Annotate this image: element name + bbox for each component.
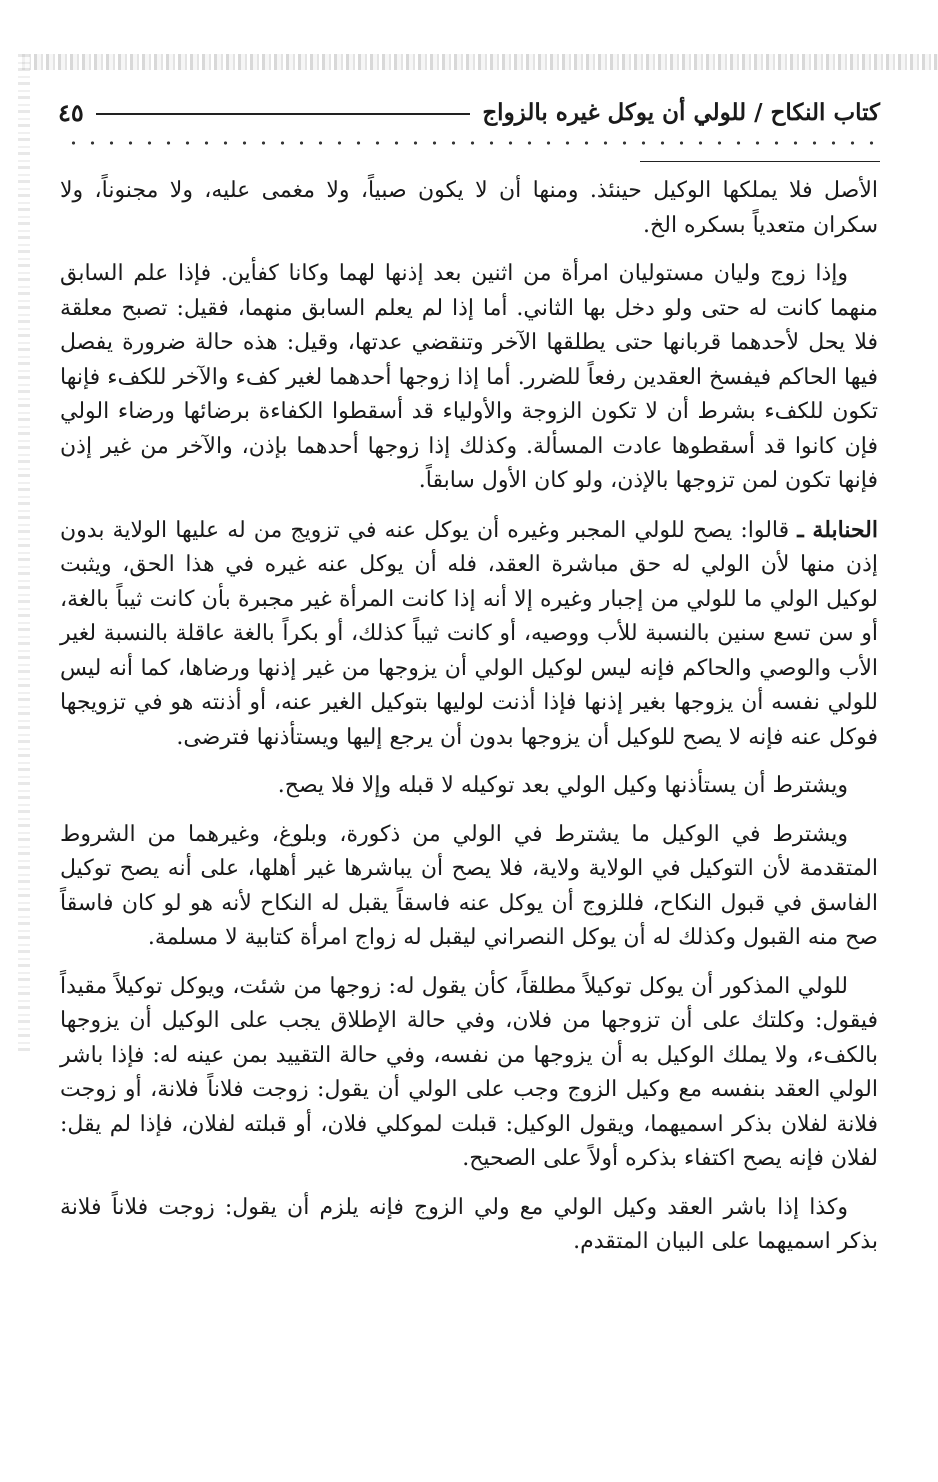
paragraph-2: وإذا زوج وليان مستوليان امرأة من اثنين بعد إذنها لهما وكانا كفأين. فإذا علم السابق منهما كانت له حتى ولو دخل بها الثاني. أما إذا لم يعلم السابق منهما، فقيل: تصبح معلقة فلا يحل لأحدهما قربانها حتى يطلقها الآخر وتنقضي عدتها، وقيل: هذه حالة ضرورة يفصل فيها الحاكم فيفسخ العقدين رفعاً للضرر. أما إذا زوجها أحدهما لغير كفء والآخر للكفء فإنها تكون للكفء بشرط أن لا تكون الزوجة والأولياء قد أسقطوا الكفاءة برضائها ورضاء الولي فإن كانوا قد أسقطوها عادت المسألة. وكذلك إذا زوجها أحدهما بإذن، والآخر من غير إذن فإنها تكون لمن تزوجها بالإذن، ولو كان الأول سابقاً. bbox=[60, 261, 879, 493]
paragraph-5: ويشترط في الوكيل ما يشترط في الولي من ذكورة، وبلوغ، وغيرهما من الشروط المتقدمة لأن التوكيل في الولاية ولاية، فلا يصح أن يباشرها غير أهلها، على أنه يصح توكيل الفاسق في قبول النكاح، فللزوج أن يوكل عنه فاسقاً يقبل له النكاح لأنه هو لو كان فاسقاً صح منه القبول وكذلك له أن يوكل النصراني ليقبل له زواج امرأة كتابية لا مسلمة. bbox=[60, 821, 878, 950]
decorative-border-left bbox=[18, 54, 30, 1054]
paragraph-3: الحنابلة ـ قالوا: يصح للولي المجبر وغيره أن يوكل عنه في تزويج من له عليها الولاية بدون إذن منها لأن الولي له حق مباشرة العقد، فله أن يوكل عنه غيره في هذا الحق، ويثبت لوكيل الولي ما للولي من إجبار وغيره إلا أنه إذا كانت المرأة غير مجبرة بأن كانت ثيباً بالغة، أو سن تسع سنين بالنسبة للأب ووصيه، أو كانت ثيباً كذلك، أو بكراً بالغة عاقلة بالنسبة لغير الأب والوصي والحاكم فإنه ليس لوكيل الولي أن يزوجها من غير إذنها ورضاها، كما أنه ليس للولي نفسه أن يزوجها بغير إذنها فإذا أذنت لوليها بتوكيل الغير عنه، أو أذنته هو في تزويجها فوكل عنه فإنه لا يصح للوكيل أن يزوجها بدون أن يرجع إليها ويستأذنها فترضى. bbox=[60, 516, 878, 750]
paragraph-6: للولي المذكور أن يوكل توكيلاً مطلقاً، كأن يقول له: زوجها من شئت، ويوكل توكيلاً مقيداً فيقول: وكلتك على أن تزوجها من فلان، وفي حالة الإطلاق يجب على الوكيل أن يزوجها بالكفء، ولا يملك الوكيل به أن يزوجها من نفسه، وفي حالة التقييد بمن عينه له: فإذا باشر الولي العقد بنفسه مع وكيل الزوج وجب على الولي أن يقول: زوجت فلاناً فلانة، أو زوجت فلانة لفلان بذكر اسميهما، ويقول الوكيل: قبلت لموكلي فلان، أو قبلته لفلان، فإذا لم يقل: لفلان فإنه يصح اكتفاء بذكره أولاً على الصحيح. bbox=[60, 973, 878, 1171]
header-rule bbox=[96, 113, 471, 115]
school-label-hanabila: الحنابلة ـ bbox=[797, 516, 878, 543]
footnote-rule bbox=[640, 161, 880, 162]
running-title: كتاب النكاح / للولي أن يوكل غيره بالزواج bbox=[482, 98, 880, 126]
page-number: ٤٥ bbox=[58, 97, 84, 127]
paragraph-1: الأصل فلا يملكها الوكيل حينئذ. ومنها أن لا يكون صبياً، ولا مغمى عليه، ولا مجنوناً، ولا سكران متعدياً بسكره الخ. bbox=[60, 178, 878, 238]
paragraph-7: وكذا إذا باشر العقد وكيل الولي مع ولي الزوج فإنه يلزم أن يقول: زوجت فلاناً فلانة بذكر اسميهما على البيان المتقدم. bbox=[60, 1194, 878, 1254]
page-header bbox=[58, 92, 880, 132]
paragraph-4: ويشترط أن يستأذنها وكيل الولي بعد توكيله لا قبله وإلا فلا يصح. bbox=[277, 773, 848, 798]
body-text bbox=[60, 174, 878, 1274]
dotted-divider bbox=[64, 138, 882, 148]
decorative-border-top bbox=[22, 54, 938, 70]
